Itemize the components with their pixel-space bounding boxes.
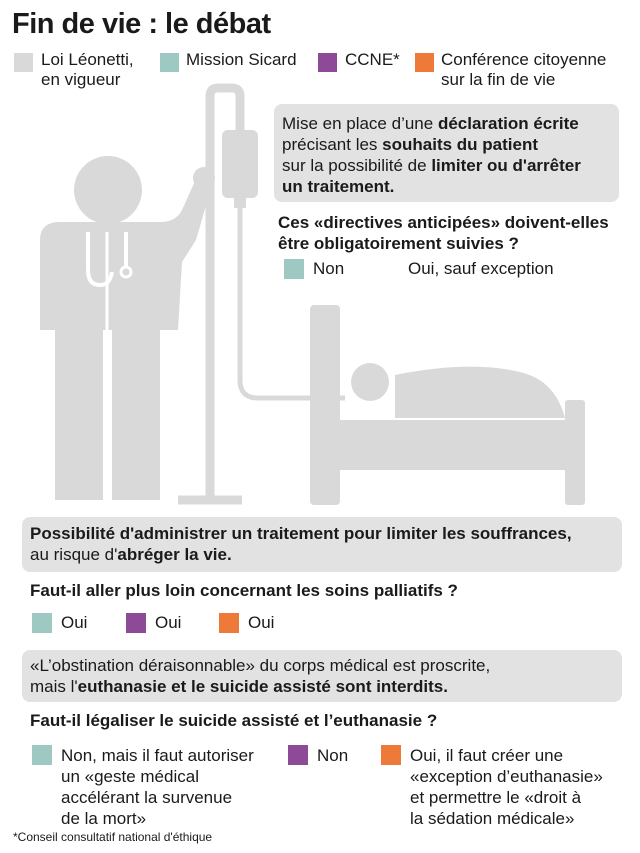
blanket-icon bbox=[395, 367, 565, 418]
doctor-leg-left-icon bbox=[55, 330, 103, 500]
answer-oui-sauf-exception: Oui, sauf exception bbox=[408, 259, 554, 278]
info-box-palliative-treatment: Possibilité d'administrer un traitement pour limiter les souffrances, au risque d'abréger la vie. bbox=[22, 517, 622, 572]
info-box-euthanasia-law: «L’obstination déraisonnable» du corps médical est proscrite, mais l'euthanasie et le suicide assisté sont interdits. bbox=[22, 650, 622, 702]
iv-bag-icon bbox=[222, 130, 258, 198]
answer-swatch-conference-euthanasia bbox=[381, 745, 401, 765]
legend-label-loi-leonetti: Loi Léonetti, en vigueur bbox=[41, 50, 134, 89]
doctor-head-icon bbox=[74, 156, 142, 224]
question-advance-directives: Ces «directives anticipées» doivent-elles être obligatoirement suivies ? bbox=[278, 213, 609, 253]
answer-sicard-euthanasia: Non, mais il faut autoriser un «geste médical accélérant la survenue de la mort» bbox=[61, 746, 254, 828]
question-palliative-care: Faut-il aller plus loin concernant les soins palliatifs ? bbox=[30, 581, 458, 600]
answer-swatch-mission-sicard bbox=[284, 259, 304, 279]
legend-label-conference-citoyenne: Conférence citoyenne sur la fin de vie bbox=[441, 50, 607, 89]
answer-oui-sicard: Oui bbox=[61, 613, 88, 632]
bed-headboard-icon bbox=[310, 305, 340, 505]
question-euthanasia: Faut-il légaliser le suicide assisté et l’euthanasie ? bbox=[30, 711, 438, 730]
answer-oui-ccne: Oui bbox=[155, 613, 182, 632]
answer-swatch-ccne-euthanasia bbox=[288, 745, 308, 765]
answer-oui-conference: Oui bbox=[248, 613, 275, 632]
bed-footboard-icon bbox=[565, 400, 585, 505]
patient-head-icon bbox=[351, 363, 389, 401]
answer-non: Non bbox=[313, 259, 345, 278]
legend-label-mission-sicard: Mission Sicard bbox=[186, 50, 297, 69]
legend-label-ccne: CCNE* bbox=[345, 50, 400, 69]
answer-swatch-conference-palliative bbox=[219, 613, 239, 633]
answer-swatch-mission-sicard-palliative bbox=[32, 613, 52, 633]
doctor-leg-right-icon bbox=[112, 330, 160, 500]
answer-ccne-euthanasia: Non bbox=[317, 746, 349, 765]
footnote: *Conseil consultatif national d'éthique bbox=[13, 830, 213, 844]
answer-swatch-ccne-palliative bbox=[126, 613, 146, 633]
info-box-advance-directives: Mise en place d’une déclaration écrite précisant les souhaits du patient sur la possibilité de limiter ou d'arrêter un traitement. bbox=[274, 104, 619, 202]
answer-conference-euthanasia: Oui, il faut créer une «exception d’euthanasie» et permettre le «droit à la sédation médicale» bbox=[410, 746, 603, 828]
answer-swatch-mission-sicard-euthanasia bbox=[32, 745, 52, 765]
bed-mattress-icon bbox=[340, 420, 585, 448]
page-title: Fin de vie : le débat bbox=[12, 8, 271, 40]
